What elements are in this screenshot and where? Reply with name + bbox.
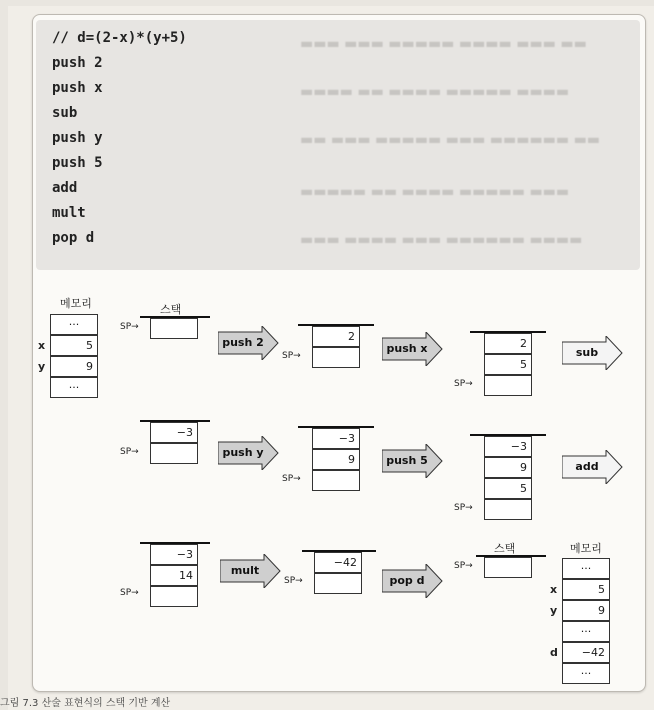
op-label: push 2 xyxy=(222,336,264,349)
stack-cell xyxy=(150,586,198,607)
code-line: mult xyxy=(52,205,86,221)
bleed-through-text: ▬▬▬▬ ▬▬ ▬▬▬▬ ▬▬▬▬▬ ▬▬▬▬ xyxy=(300,84,570,100)
memory-cell: ··· xyxy=(562,621,610,642)
bleed-through-text: ▬▬▬▬▬ ▬▬ ▬▬▬▬ ▬▬▬▬▬ ▬▬▬ xyxy=(300,184,570,200)
code-line: add xyxy=(52,180,78,196)
sp-pointer: SP→ xyxy=(282,351,301,361)
sp-label: SP xyxy=(282,351,294,361)
sp-label: SP xyxy=(454,561,466,571)
memory-cell: ··· xyxy=(562,558,610,579)
stack-cell: 2 xyxy=(312,326,360,347)
stack-cell xyxy=(484,375,532,396)
memory-cell-y: 9 xyxy=(562,600,610,621)
stack-cell xyxy=(312,347,360,368)
code-line: push 5 xyxy=(52,155,103,171)
sp-pointer: SP→ xyxy=(454,503,473,513)
var-y-label: y xyxy=(550,604,558,617)
op-sub-arrow xyxy=(562,336,624,370)
sp-pointer: SP→ xyxy=(454,561,473,571)
sp-pointer: SP→ xyxy=(120,588,139,598)
stack-cell: −42 xyxy=(314,552,362,573)
code-line: push x xyxy=(52,80,103,96)
figure-caption: 그림 7.3 산술 표현식의 스택 기반 계산 xyxy=(0,698,171,709)
memory-cell-x: 5 xyxy=(562,579,610,600)
op-label: pop d xyxy=(389,574,425,587)
sp-pointer: SP→ xyxy=(282,474,301,484)
op-label: sub xyxy=(575,346,599,359)
sp-label: SP xyxy=(284,576,296,586)
stack-cell: 14 xyxy=(150,565,198,586)
op-popd-arrow xyxy=(382,564,444,598)
stack-cell: 2 xyxy=(484,333,532,354)
memory-label: 메모리 xyxy=(60,297,92,310)
stack-cell xyxy=(314,573,362,594)
stack-cell: −3 xyxy=(312,428,360,449)
memory-label: 메모리 xyxy=(570,542,602,555)
var-x-label: x xyxy=(38,339,46,352)
sp-pointer: SP→ xyxy=(120,322,139,332)
stack-cell: −3 xyxy=(150,422,198,443)
op-pushx-arrow xyxy=(382,332,444,366)
stack-cell: 9 xyxy=(484,457,532,478)
code-line: push y xyxy=(52,130,103,146)
sp-pointer: SP→ xyxy=(120,447,139,457)
stack-cell: −3 xyxy=(484,436,532,457)
op-push2-arrow xyxy=(218,326,280,360)
sp-label: SP xyxy=(120,447,132,457)
op-label: push 5 xyxy=(386,454,428,467)
sp-label: SP xyxy=(454,503,466,513)
op-add-arrow xyxy=(562,450,624,484)
stack-cell: 5 xyxy=(484,478,532,499)
bleed-through-text: ▬▬ ▬▬▬ ▬▬▬▬▬ ▬▬▬ ▬▬▬▬▬▬ ▬▬ xyxy=(300,132,601,148)
sp-label: SP xyxy=(120,322,132,332)
op-pushy-arrow xyxy=(218,436,280,470)
stack-label: 스택 xyxy=(494,542,516,555)
sp-label: SP xyxy=(454,379,466,389)
sp-pointer: SP→ xyxy=(454,379,473,389)
stack-cell xyxy=(484,557,532,578)
stack-cell: 5 xyxy=(484,354,532,375)
code-comment: // d=(2-x)*(y+5) xyxy=(52,30,187,46)
stack-cell: 9 xyxy=(312,449,360,470)
code-line: sub xyxy=(52,105,78,121)
op-label: push y xyxy=(222,446,264,459)
sp-pointer: SP→ xyxy=(284,576,303,586)
op-label: add xyxy=(575,460,599,473)
var-x-label: x xyxy=(550,583,558,596)
memory-cell-x: 5 xyxy=(50,335,98,356)
op-label: push x xyxy=(386,342,428,355)
memory-cell: ··· xyxy=(562,663,610,684)
sp-label: SP xyxy=(120,588,132,598)
memory-cell: ··· xyxy=(50,377,98,398)
bleed-through-text: ▬▬▬ ▬▬▬ ▬▬▬▬▬ ▬▬▬▬ ▬▬▬ ▬▬ xyxy=(300,36,587,52)
memory-cell-d: −42 xyxy=(562,642,610,663)
op-push5-arrow xyxy=(382,444,444,478)
stack-cell xyxy=(150,318,198,339)
op-mult-arrow xyxy=(220,554,282,588)
sp-label: SP xyxy=(282,474,294,484)
var-y-label: y xyxy=(38,360,46,373)
op-label: mult xyxy=(230,564,260,577)
stack-cell xyxy=(150,443,198,464)
stack-label: 스택 xyxy=(160,303,182,316)
code-line: pop d xyxy=(52,230,95,246)
var-d-label: d xyxy=(550,646,558,659)
memory-cell: ··· xyxy=(50,314,98,335)
stack-cell: −3 xyxy=(150,544,198,565)
code-line: push 2 xyxy=(52,55,103,71)
stack-cell xyxy=(312,470,360,491)
bleed-through-text: ▬▬▬ ▬▬▬▬ ▬▬▬ ▬▬▬▬▬▬ ▬▬▬▬ xyxy=(300,232,583,248)
memory-cell-y: 9 xyxy=(50,356,98,377)
stack-cell xyxy=(484,499,532,520)
